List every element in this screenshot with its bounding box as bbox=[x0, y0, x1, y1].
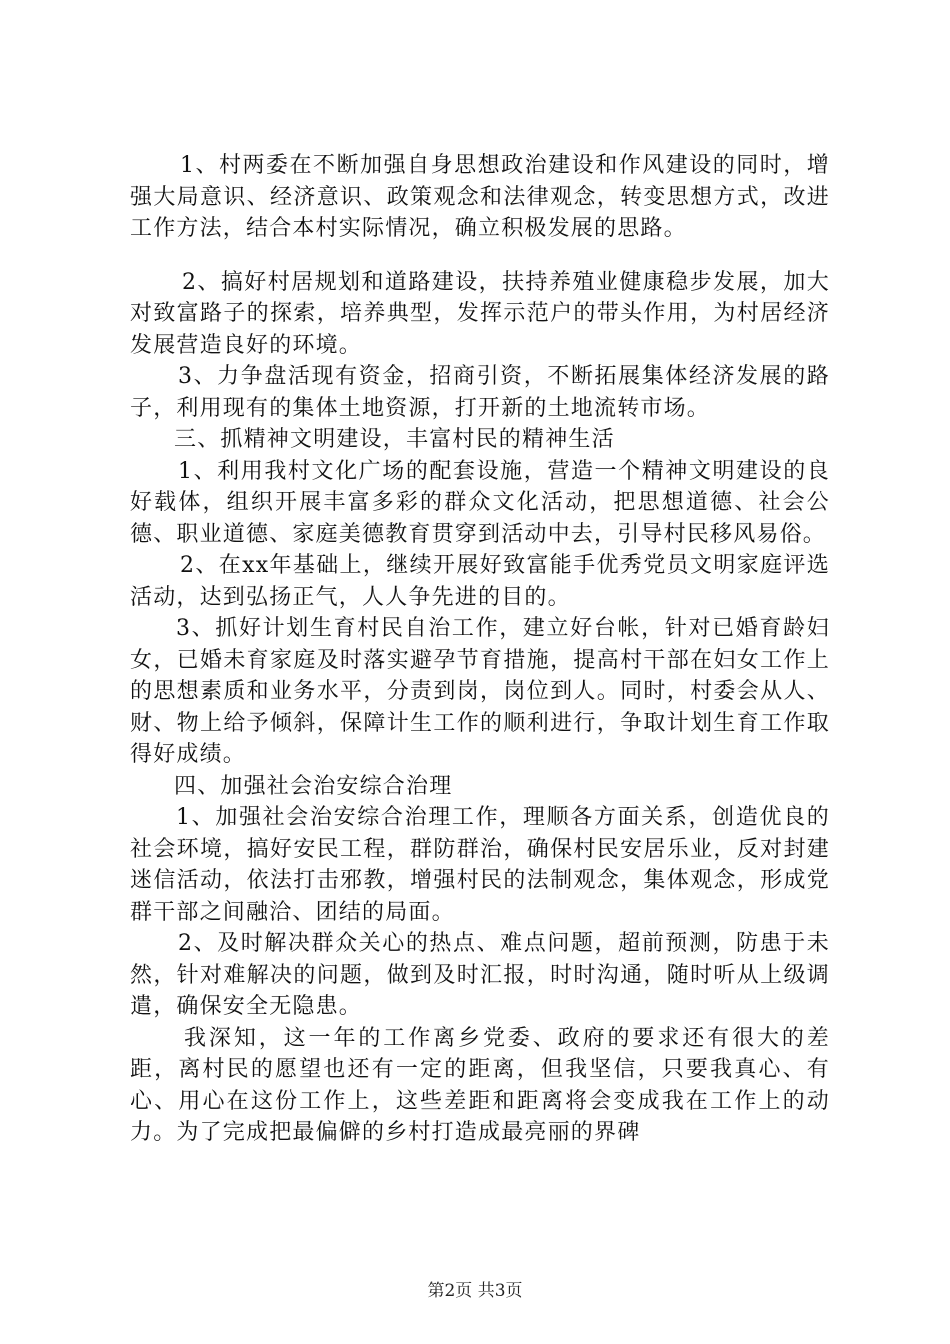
section-heading-4: 四、加强社会治安综合治理 bbox=[174, 773, 453, 799]
paragraph-9: 1、加强社会治安综合治理工作，理顺各方面关系，创造优良的社会环境，搞好安民工程，群防群治，确保村民安居乐业，反对封建迷信活动，依法打击邪教，增强村民的法制观念，集体观念，形成党群干部之间融洽、团结的局面。 bbox=[130, 805, 830, 925]
paragraph-7: 3、抓好计划生育村民自治工作，建立好台帐，针对已婚育龄妇女，已婚未育家庭及时落实避孕节育措施，提高村干部在妇女工作上的思想素质和业务水平，分责到岗，岗位到人。同时，村委会从人、财、物上给予倾斜，保障计生工作的顺利进行，争取计划生育工作取得好成绩。 bbox=[130, 616, 830, 767]
paragraph-11: 我深知，这一年的工作离乡党委、政府的要求还有很大的差距，离村民的愿望也还有一定的距离，但我坚信，只要我真心、有心、用心在这份工作上，这些差距和距离将会变成我在工作上的动力。为了完成把最偏僻的乡村打造成最亮丽的界碑 bbox=[130, 1025, 830, 1145]
document-body bbox=[130, 150, 830, 1149]
paragraph-2: 2、搞好村居规划和道路建设，扶持养殖业健康稳步发展，加大对致富路子的探索，培养典型，发挥示范户的带头作用，为村居经济发展营造良好的环境。 bbox=[130, 269, 830, 358]
paragraph-5: 1、利用我村文化广场的配套设施，营造一个精神文明建设的良好载体，组织开展丰富多彩的群众文化活动，把思想道德、社会公德、职业道德、家庭美德教育贯穿到活动中去，引导村民移风易俗。 bbox=[130, 458, 830, 547]
section-heading-3: 三、抓精神文明建设，丰富村民的精神生活 bbox=[174, 427, 615, 452]
page-footer: 第2页 共3页 bbox=[427, 1281, 523, 1301]
paragraph-3: 3、力争盘活现有资金，招商引资，不断拓展集体经济发展的路子，利用现有的集体土地资源，打开新的土地流转市场。 bbox=[130, 364, 830, 421]
paragraph-10: 2、及时解决群众关心的热点、难点问题，超前预测，防患于未然，针对难解决的问题，做到及时汇报，时时沟通，随时听从上级调遣，确保安全无隐患。 bbox=[130, 931, 830, 1019]
paragraph-1: 1、村两委在不断加强自身思想政治建设和作风建设的同时，增强大局意识、经济意识、政策观念和法律观念，转变思想方式，改进工作方法，结合本村实际情况，确立积极发展的思路。 bbox=[130, 153, 830, 241]
paragraph-6: 2、在xx年基础上，继续开展好致富能手优秀党员文明家庭评选活动，达到弘扬正气，人人争先进的目的。 bbox=[130, 553, 830, 610]
